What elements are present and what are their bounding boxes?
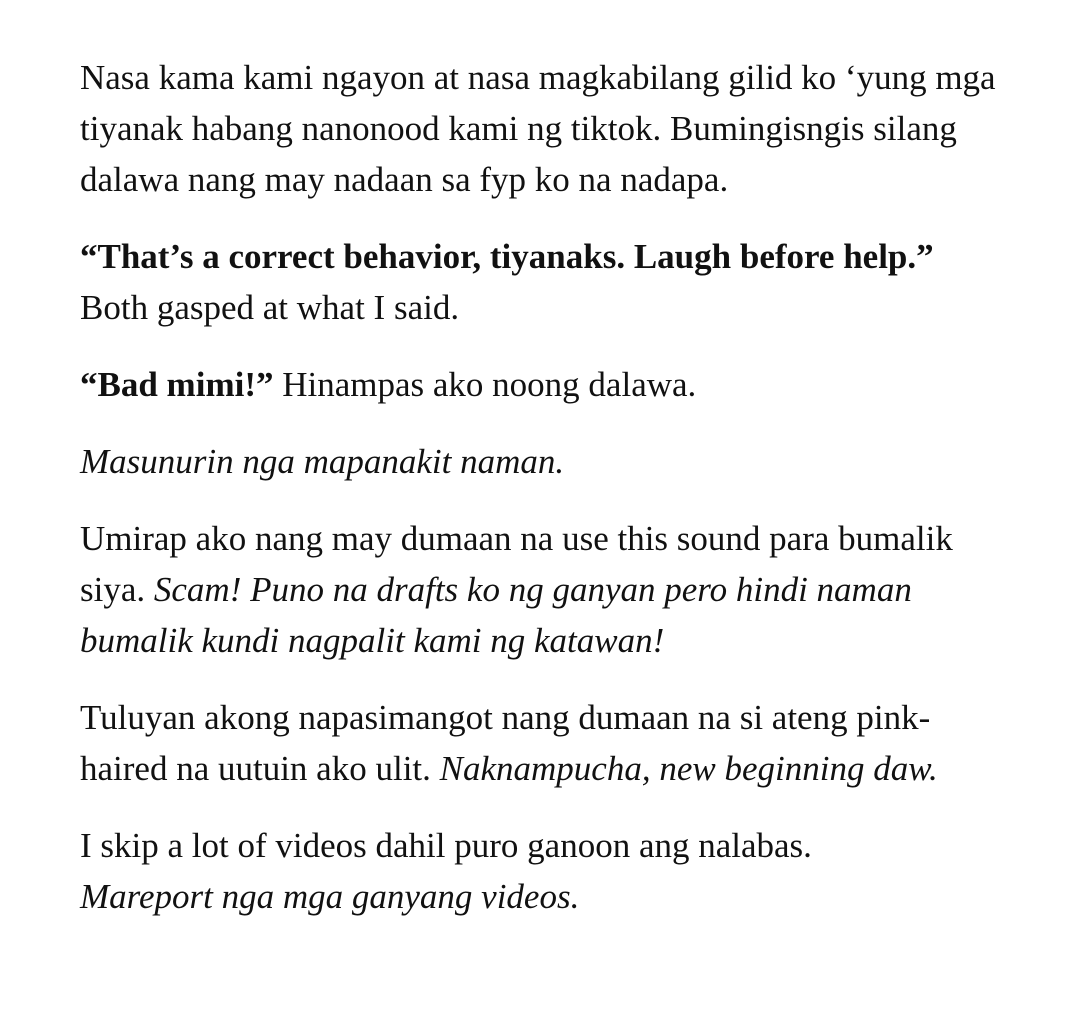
story-text-body <box>80 52 1010 948</box>
italic-thought: Masunurin nga mapanakit naman. <box>80 442 565 481</box>
italic-thought: Scam! Puno na drafts ko ng ganyan pero hindi naman bumalik kundi nagpalit kami ng katawan! <box>80 570 912 660</box>
narration-text: Both gasped at what I said. <box>80 288 460 327</box>
narration-text: Umirap ako nang may dumaan na use this sound para bumalik siya. <box>80 519 953 609</box>
italic-thought: Mareport nga mga ganyang videos. <box>80 877 580 916</box>
narration-text: Hinampas ako noong dalawa. <box>282 365 697 404</box>
paragraph-4 <box>80 436 1010 487</box>
bold-dialogue: “Bad mimi!” <box>80 365 274 404</box>
narration-text: I skip a lot of videos dahil puro ganoon ang nalabas. <box>80 826 812 865</box>
narration-text: Nasa kama kami ngayon at nasa magkabilang gilid ko ‘yung mga tiyanak habang nanonood kami ng tiktok. Bumingisngis silang dalawa nang may nadaan sa fyp ko na nadapa. <box>80 58 996 199</box>
paragraph-6 <box>80 692 1010 794</box>
paragraph-3 <box>80 359 1010 410</box>
paragraph-7 <box>80 820 1010 922</box>
narration-text: Tuluyan akong napasimangot nang dumaan na si ateng pink-haired na uutuin ako ulit. <box>80 698 931 788</box>
italic-thought: Naknampucha, new beginning daw. <box>439 749 938 788</box>
paragraph-2 <box>80 231 1010 333</box>
bold-dialogue: “That’s a correct behavior, tiyanaks. Laugh before help.” <box>80 237 934 276</box>
paragraph-5 <box>80 513 1010 666</box>
paragraph-1 <box>80 52 1010 205</box>
